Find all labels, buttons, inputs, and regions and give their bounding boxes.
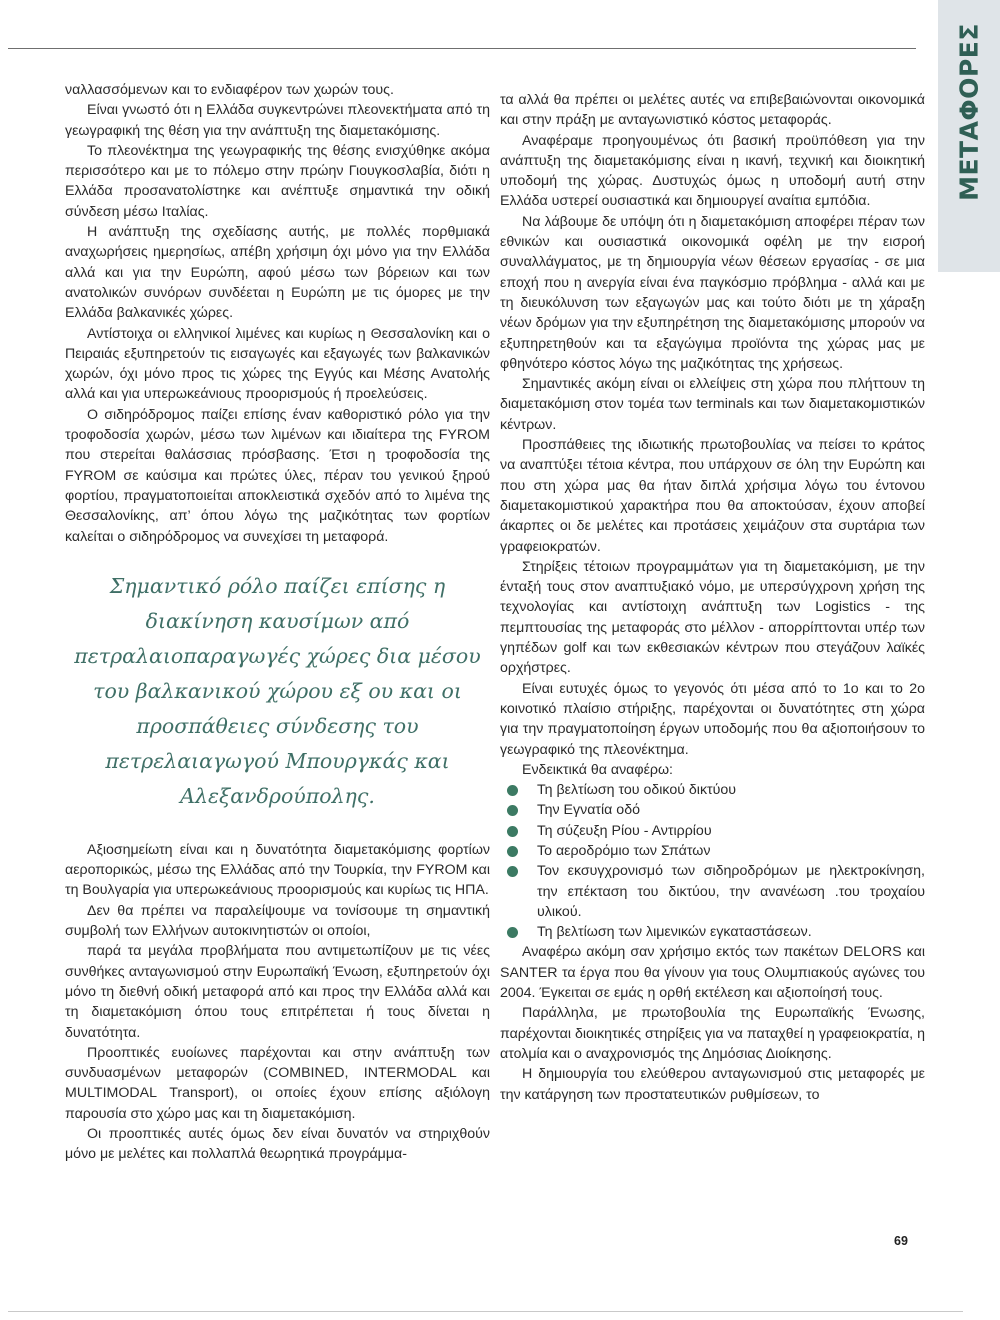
right-column [500,90,925,1105]
list-item [500,821,925,841]
list-item-text: Τη σύζευξη Ρίου - Αντιρρίου [537,822,712,839]
list-item-text: Το αεροδρόμιο των Σπάτων [537,842,711,859]
paragraph: Οι προοπτικές αυτές όμως δεν είναι δυνατόν να στηριχθούν μόνο με μελέτες και πολλαπλά θεωρητικά προγράμμα- [65,1125,490,1163]
paragraph: Ο σιδηρόδρομος παίζει επίσης έναν καθοριστικό ρόλο για την τροφοδοσία χωρών, μέσω των λιμένων και ιδιαίτερα της FYROM που στερείται θαλάσσιας πρόσβασης. Έτσι η τροφοδοσία της FYROM σε καύσιμα και πρώτες ύλες, πέραν του γενικού ξηρού φορτίου, πραγματοποιείται αποκλειστικά σχεδόν από το λιμένα της Θεσσαλονίκης, απ’ όπου λόγω της μαζικότητας των φορτίων καλείται ο σιδηρόδρομος να συνεχίσει τη μεταφορά. [65,406,490,545]
right-bottom-paragraphs [500,942,925,1104]
list-item [500,841,925,861]
paragraph: Προοπτικές ευοίωνες παρέχονται και στην ανάπτυξη των συνδυασμένων μεταφορών (COMBINED, INTERMODAL και MULTIMODAL Transport), οι οποίες έχουν επίσης αξιόλογη παρουσία στο χώρο μας και τη διαμετακόμιση. [65,1044,490,1122]
list-item-text: Τον εκσυγχρονισμό των σιδηροδρόμων με ηλεκτροκίνηση, την επέκταση του δικτύου, την ανανέωση .του τροχαίου υλικού. [537,863,925,920]
paragraph: ναλλασσόμενων και το ενδιαφέρον των χωρών τους. [65,82,394,98]
paragraph: Παράλληλα, με πρωτοβουλία της Ευρωπαϊκής Ένωσης, παρέχονται διοικητικές στηρίξεις για να παταχθεί η γραφειοκρατία, η ατολμία και ο αναχρονισμός της Δημόσιας Διοίκησης. [500,1005,925,1062]
top-rule [8,48,916,49]
bullet-dot-icon [507,866,518,877]
list-item [500,922,925,942]
list-item [500,800,925,820]
left-bottom-paragraphs [65,840,490,1165]
list-item [500,861,925,922]
paragraph: τα αλλά θα πρέπει οι μελέτες αυτές να επιβεβαιώνονται οικονομικά και στην πράξη με ανταγωνιστικό κόστος μεταφοράς. [500,92,925,129]
left-top-paragraphs [65,80,490,547]
list-item-text: Την Εγνατία οδό [537,802,640,819]
paragraph: Η ανάπτυξη της σχεδίασης αυτής, με πολλές πορθμιακά αναχωρήσεις ημερησίως, απέβη χρήσιμη όχι μόνο για την Ελλάδα αλλά και για την Ευρώπη, αφού μέσω των βόρειων και των ανατολικών συνόρων συνδέεται η Ευρώπη με τις όμορες με την Ελλάδα βαλκανικές χώρες. [65,224,490,322]
paragraph: Αντίστοιχα οι ελληνικοί λιμένες και κυρίως η Θεσσαλονίκη και ο Πειραιάς εξυπηρετούν τις εισαγωγές και εξαγωγές των βαλκανικών χωρών, όχι μόνο προς τις χώρες της Εγγύς και Μέσης Ανατολής αλλά και για υπερωκεάνιους προορισμούς ή προελεύσεις. [65,325,490,403]
paragraph: Στηρίξεις τέτοιων προγραμμάτων για τη διαμετακόμιση, με την ένταξή τους στον αναπτυξιακό νόμο, με υπερσύγχρονη χρήση της τεχνολογίας και αντίστοιχη ανάπτυξη των Logistics - της πεμπτουσίας της μεταφοράς στο μέλλον - απορρίπτονται υπέρ των γηπέδων golf και των εκθεσιακών κέντρων που στεγάζουν λαϊκές ορχήστρες. [500,558,925,677]
bullet-list [500,780,925,942]
bullet-dot-icon [507,785,518,796]
list-item [500,780,925,800]
pull-quote: Σημαντικό ρόλο παίζει επίσης η διακίνηση καυσίμων από πετραλαιοπαραγωγές χώρες δια μέσου του βαλκανικού χώρου εξ ου και οι προσπάθειες σύνδεσης του πετρελαιαγωγού Μπουργκάς και Αλεξανδρούπολης. [74,573,481,808]
bullet-dot-icon [507,826,518,837]
right-top-paragraphs [500,90,925,780]
paragraph: Προσπάθειες της ιδιωτικής πρωτοβουλίας να πείσει το κράτος να αναπτύξει τέτοια κέντρα, που υπάρχουν σε όλη την Ευρώπη και που στη χώρα μας θα ήταν διπλά χρήσιμα λόγω του έντονου διαμετακομιστικού χαρακτήρα που θα αποκτούσαν, έχουν αποβεί άκαρπες οι δε μελέτες και προτάσεις χειμάζουν στα συρτάρια των γραφειοκρατών. [500,437,925,555]
list-item-text: Τη βελτίωση των λιμενικών εγκαταστάσεων. [537,924,812,941]
paragraph: Είναι γνωστό ότι η Ελλάδα συγκεντρώνει πλεονεκτήματα από τη γεωγραφική της θέση για την ανάπτυξη της διαμετακόμισης. [65,102,490,139]
paragraph: Να λάβουμε δε υπόψη ότι η διαμετακόμιση αποφέρει πέραν των εθνικών και ουσιαστικά οικονομικά οφέλη με την εισροή συναλλάγματος, με τη δημιουργία νέων θέσεων εργασίας - σε μια εποχή που η ανεργία είναι ένα παγκόσμιο πρόβλημα - αλλά και με τη διευκόλυνση των εξαγωγών μας και τούτο διότι με τη χάραξη νέων δρόμων για την εξυπηρέτηση της διαμετακόμισης μπορούν να εξυπηρετηθούν και τα εξαγώγιμα προϊόντα της χώρας μας με φθηνότερο κόστος λόγω της μαζικότητας της χρήσεως. [500,213,925,372]
list-item-text: Τη βελτίωση του οδικού δικτύου [537,782,737,799]
section-tab-label: ΜΕΤΑΦΟΡΕΣ [954,23,984,201]
paragraph: παρά τα μεγάλα προβλήματα που αντιμετωπίζουν με τις νέες συνθήκες ανταγωνισμού στην Ευρωπαϊκή Ένωση, εξυπηρετούν όχι μόνο τη διεθνή οδική μεταφορά από και προς την Ελλάδα αλλά και τη διαμετακόμιση όπου τους επιτρέπεται ή τους δίνεται η δυνατότητα. [65,943,490,1041]
bullet-dot-icon [507,805,518,816]
paragraph: Δεν θα πρέπει να παραλείψουμε να τονίσουμε τη σημαντική συμβολή των Ελλήνων αυτοκινητιστών οι οποίοι, [65,902,490,940]
paragraph: Το πλεονέκτημα της γεωγραφικής της θέσης ενισχύθηκε ακόμα περισσότερο και με το πόλεμο στην πρώην Γιουγκοσλαβία, διότι η Ελλάδα προσανατολίστηκε και ανέπτυξε σημαντικά την οδική σύνδεση μέσω Ιταλίας. [65,142,490,220]
bottom-rule [8,1311,963,1312]
paragraph: Αναφέραμε προηγουμένως ότι βασική προϋπόθεση για την ανάπτυξη της διαμετακόμισης είναι η ικανή, τεχνική και διοικητική υποδομή της χώρας. Δυστυχώς όμως η υποδομή αυτή στην Ελλάδα υστερεί ουσιαστικά και δημιουργεί αναίτια εμπόδια. [500,132,925,210]
paragraph: Η δημιουργία του ελεύθερου ανταγωνισμού στις μεταφορές με την κατάργηση των προστατευτικών ρυθμίσεων, το [500,1066,925,1103]
page-number: 69 [894,1234,908,1248]
paragraph: Αναφέρω ακόμη σαν χρήσιμο εκτός των πακέτων DELORS και SANTER τα έργα που θα γίνουν για τους Ολυμπιακούς αγώνες του 2004. Έγκειται σε εμάς η ορθή εκτέλεση και αξιοποίησή τους. [500,944,925,1002]
bullet-dot-icon [507,846,518,857]
paragraph: Είναι ευτυχές όμως το γεγονός ότι μέσα από το 1ο και το 2ο κοινοτικό πλαίσιο στήριξης, παρέχονται οι δυνατότητες στη χώρα για την πραγματοποίηση έργων υποδομής που θα αξιοποιήσουν το γεωγραφικό της πλεονέκτημα. [500,680,925,758]
paragraph: Ενδεικτικά θα αναφέρω: [522,761,673,778]
bullet-dot-icon [507,927,518,938]
paragraph: Σημαντικές ακόμη είναι οι ελλείψεις στη χώρα που πλήττουν τη διαμετακόμιση στον τομέα των terminals και των διαμετακομιστικών κέντρων. [500,376,925,433]
left-column [65,80,490,1165]
paragraph: Αξιοσημείωτη είναι και η δυνατότητα διαμετακόμισης φορτίων αεροπορικώς, μέσω της Ελλάδας από την Τουρκία, την FYROM και τη Βουλγαρία για υπερωκεάνιους προορισμούς και κυρίως τις ΗΠΑ. [65,841,490,899]
